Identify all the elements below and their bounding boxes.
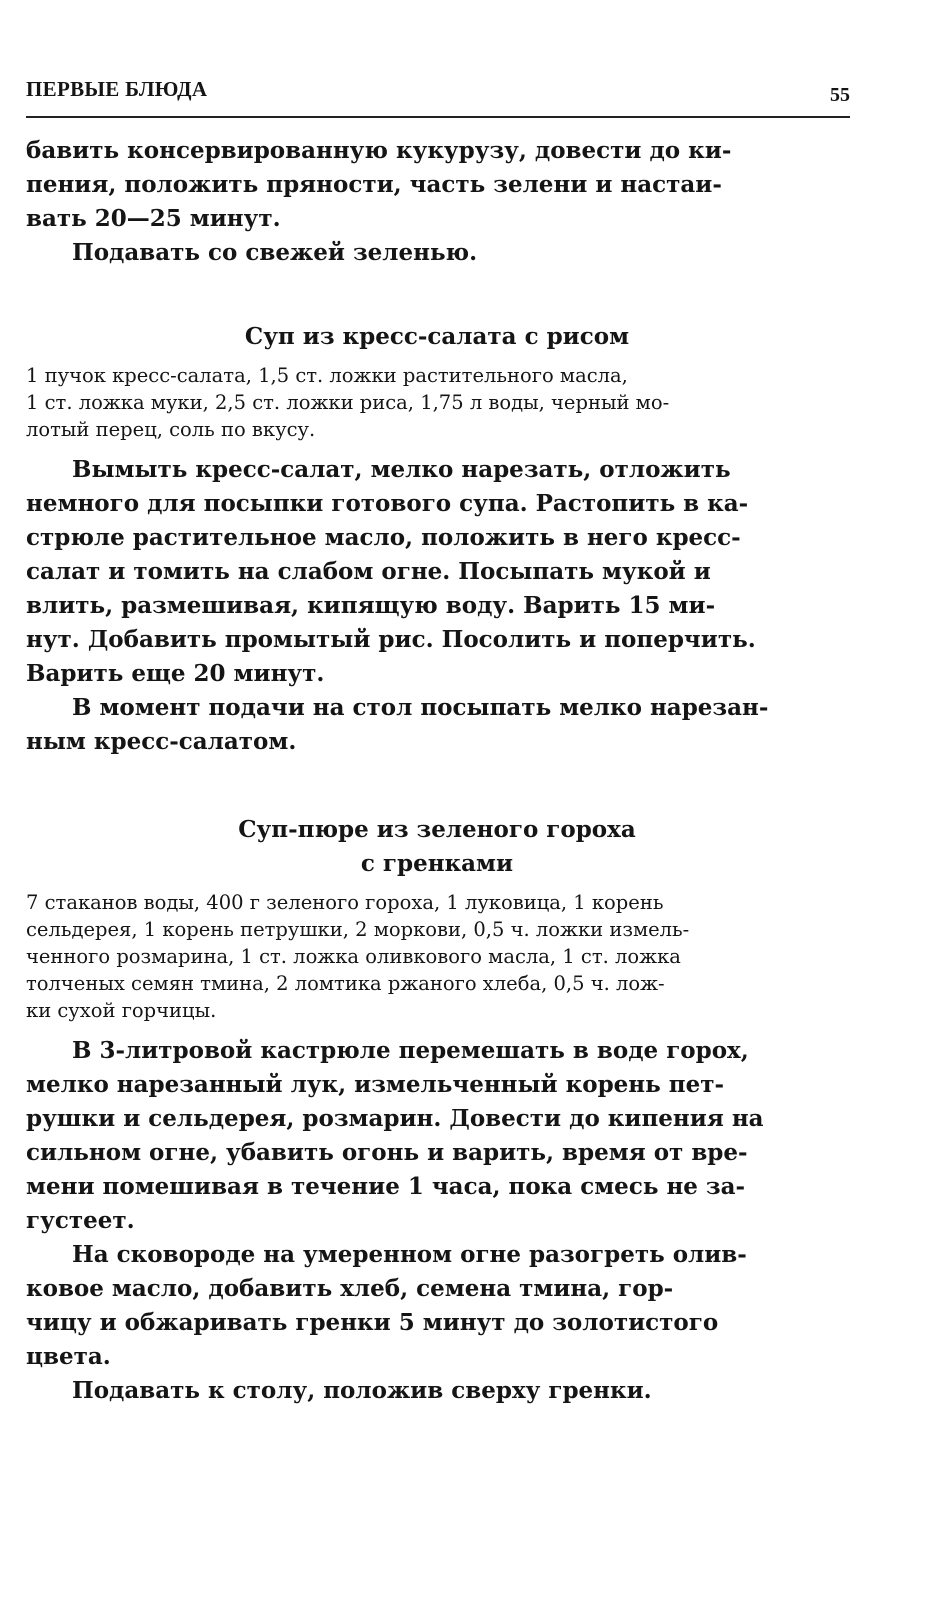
recipe-title: с гренками: [360, 850, 514, 877]
method-paragraph: [26, 1238, 848, 1374]
running-title: ПЕРВЫЕ БЛЮДА: [26, 77, 208, 101]
text-line: В 3-литровой кастрюле перемешать в воде горох,: [72, 1037, 749, 1064]
text-line: густеет.: [26, 1207, 135, 1234]
serving-paragraph: [26, 1374, 848, 1408]
text-line: На сковороде на умеренном огне разогреть олив-: [72, 1241, 747, 1268]
ingredients-line: ченного розмарина, 1 ст. ложка оливкового масла, 1 ст. ложка: [26, 945, 681, 968]
text-line: влить, размешивая, кипящую воду. Варить 15 ми-: [26, 592, 716, 619]
ingredients-list: [26, 362, 848, 443]
ingredients-line: сельдерея, 1 корень петрушки, 2 моркови, 0,5 ч. ложки измель-: [26, 918, 690, 941]
ingredients-line: 7 стаканов воды, 400 г зеленого гороха, 1 луковица, 1 корень: [26, 891, 664, 914]
ingredients-line: 1 ст. ложка муки, 2,5 ст. ложки риса, 1,75 л воды, черный мо-: [26, 391, 670, 414]
text-line: бавить консервированную кукурузу, довести до ки-: [26, 137, 732, 164]
text-line: стрюле растительное масло, положить в него кресс-: [26, 524, 741, 551]
ingredients-line: 1 пучок кресс-салата, 1,5 ст. ложки растительного масла,: [26, 364, 628, 387]
text-line: Вымыть кресс-салат, мелко нарезать, отложить: [72, 456, 731, 483]
text-line: В момент подачи на стол посыпать мелко нарезан-: [72, 694, 769, 721]
text-line: сильном огне, убавить огонь и варить, время от вре-: [26, 1139, 748, 1166]
text-line: Варить еще 20 минут.: [26, 660, 325, 687]
recipe-cress-salad-soup: [26, 320, 848, 759]
ingredients-list: [26, 889, 848, 1024]
text-line: немного для посыпки готового супа. Растопить в ка-: [26, 490, 749, 517]
text-line: мени помешивая в течение 1 часа, пока смесь не за-: [26, 1173, 746, 1200]
recipe-title: Суп-пюре из зеленого гороха: [238, 816, 636, 843]
text-line: чицу и обжаривать гренки 5 минут до золотистого: [26, 1309, 719, 1336]
text-column: [26, 134, 848, 1408]
recipe-title: Суп из кресс-салата с рисом: [244, 323, 630, 350]
text-line: мелко нарезанный лук, измельченный корень пет-: [26, 1071, 724, 1098]
text-line: ным кресс-салатом.: [26, 728, 297, 755]
method-paragraph: [26, 453, 848, 691]
header-rule: [26, 116, 850, 118]
serve-paragraph: [26, 236, 848, 270]
text-line: салат и томить на слабом огне. Посыпать мукой и: [26, 558, 711, 585]
continuation-paragraph: [26, 134, 848, 236]
ingredients-line: ки сухой горчицы.: [26, 999, 217, 1022]
text-line: рушки и сельдерея, розмарин. Довести до кипения на: [26, 1105, 764, 1132]
text-line: пения, положить пряности, часть зелени и настаи-: [26, 171, 722, 198]
text-line: Подавать со свежей зеленью.: [72, 239, 478, 266]
ingredients-line: лотый перец, соль по вкусу.: [26, 418, 316, 441]
page-number: 55: [830, 84, 850, 106]
text-line: цвета.: [26, 1343, 111, 1370]
serving-paragraph: [26, 691, 848, 759]
text-line: ковое масло, добавить хлеб, семена тмина, гор-: [26, 1275, 674, 1302]
text-line: вать 20—25 минут.: [26, 205, 281, 232]
text-line: Подавать к столу, положив сверху гренки.: [72, 1377, 652, 1404]
text-line: нут. Добавить промытый рис. Посолить и поперчить.: [26, 626, 756, 653]
running-head: [26, 77, 850, 106]
ingredients-line: толченых семян тмина, 2 ломтика ржаного хлеба, 0,5 ч. лож-: [26, 972, 665, 995]
recipe-green-pea-puree-soup: [26, 813, 848, 1408]
method-paragraph: [26, 1034, 848, 1238]
